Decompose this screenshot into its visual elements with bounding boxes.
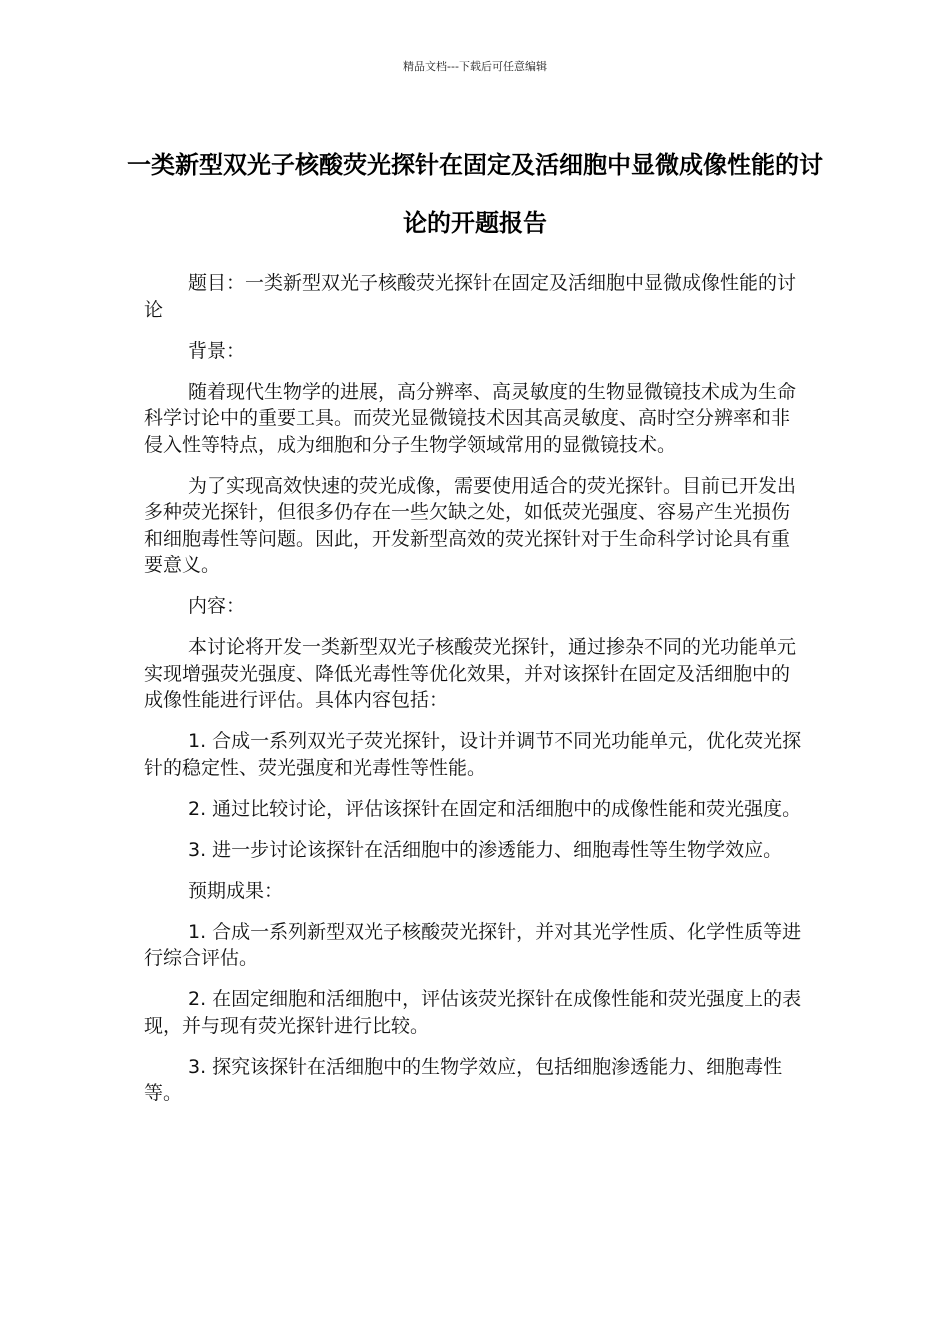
page-header: 精品文档---下载后可任意编辑 [403, 60, 547, 73]
document-title: 一类新型双光子核酸荧光探针在固定及活细胞中显微成像性能的讨论的开题报告 [127, 151, 823, 237]
result-item-2: 2. 在固定细胞和活细胞中，评估该荧光探针在成像性能和荧光强度上的表现，并与现有荧光探针进行比较。 [144, 988, 802, 1037]
result-item-1: 1. 合成一系列新型双光子核酸荧光探针，并对其光学性质、化学性质等进行综合评估。 [144, 920, 802, 969]
heading-content: 内容： [188, 595, 246, 617]
paragraph-content-intro: 本讨论将开发一类新型双光子核酸荧光探针，通过掺杂不同的光功能单元实现增强荧光强度、降低光毒性等优化效果，并对该探针在固定及活细胞中的成像性能进行评估。具体内容包括： [144, 636, 797, 711]
content-item-1: 1. 合成一系列双光子荧光探针，设计并调节不同光功能单元，优化荧光探针的稳定性、荧光强度和光毒性等性能。 [144, 730, 802, 779]
paragraph-background-2: 为了实现高效快速的荧光成像，需要使用适合的荧光探针。目前已开发出多种荧光探针，但很多仍存在一些欠缺之处，如低荧光强度、容易产生光损伤和细胞毒性等问题。因此，开发新型高效的荧光探针对于生命科学讨论具有重要意义。 [144, 474, 797, 576]
content-item-3: 3. 进一步讨论该探针在活细胞中的渗透能力、细胞毒性等生物学效应。 [188, 838, 783, 861]
heading-background: 背景： [188, 339, 246, 362]
heading-expected-results: 预期成果： [188, 879, 284, 902]
document-body [144, 270, 806, 1121]
paragraph-background-1: 随着现代生物学的进展，高分辨率、高灵敏度的生物显微镜技术成为生命科学讨论中的重要工具。而荧光显微镜技术因其高灵敏度、高时空分辨率和非侵入性等特点，成为细胞和分子生物学领域常用的显微镜技术。 [144, 380, 797, 456]
content-item-2: 2. 通过比较讨论，评估该探针在固定和活细胞中的成像性能和荧光强度。 [188, 797, 802, 820]
paragraph-topic: 题目：一类新型双光子核酸荧光探针在固定及活细胞中显微成像性能的讨论 [144, 272, 797, 321]
result-item-3: 3. 探究该探针在活细胞中的生物学效应，包括细胞渗透能力、细胞毒性等。 [144, 1055, 783, 1104]
